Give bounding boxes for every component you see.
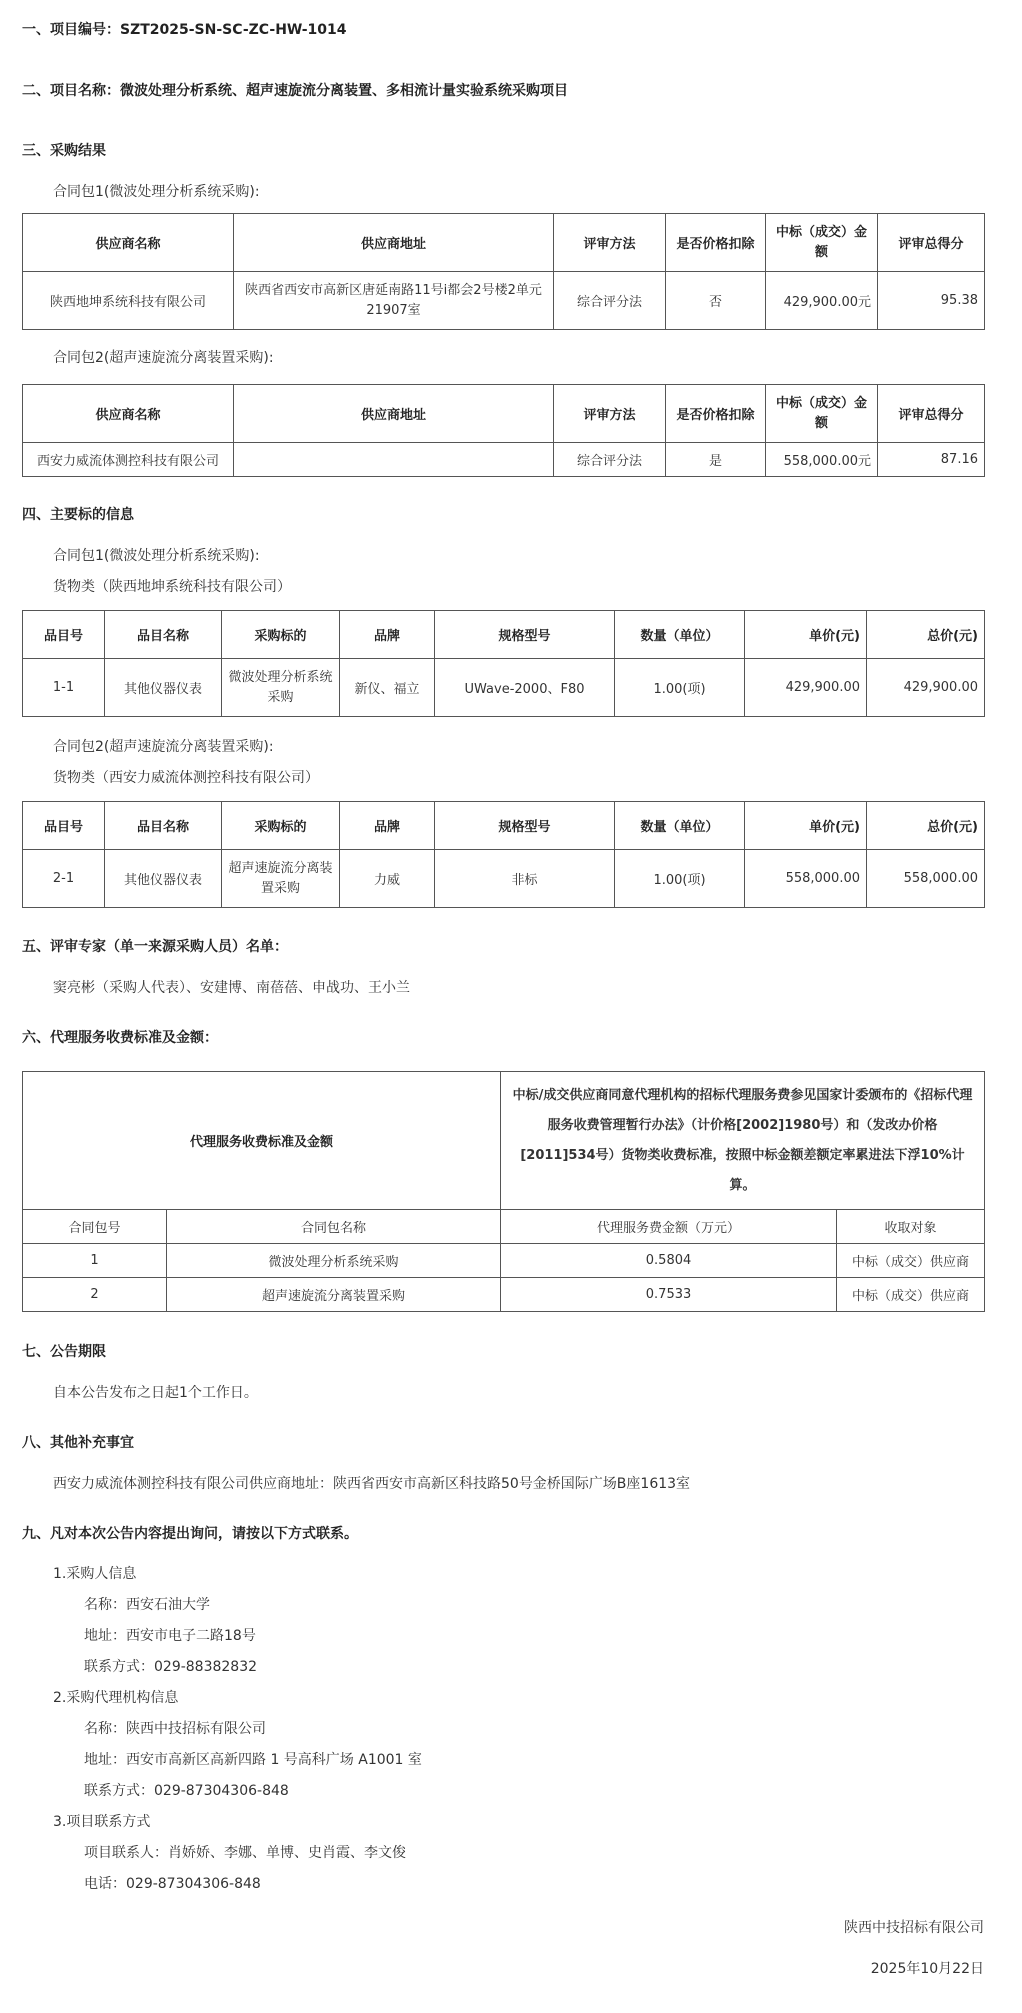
table-row (23, 443, 985, 477)
cell-supplier-address (234, 443, 554, 477)
table-header-row (23, 611, 985, 659)
cell-model: UWave-2000、F80 (435, 659, 615, 717)
header-total-score: 评审总得分 (878, 385, 985, 443)
cell-total-score: 87.16 (878, 443, 985, 477)
cell-price-deduction: 否 (666, 272, 766, 330)
cell-unit-price: 429,900.00 (745, 659, 867, 717)
section-project-number: 一、项目编号：SZT2025-SN-SC-ZC-HW-1014 (22, 22, 347, 38)
agency-phone: 联系方式：029-87304306-848 (84, 1783, 289, 1799)
section-main-subject-info: 四、主要标的信息 (22, 507, 134, 523)
table-header-row (23, 214, 985, 272)
header-collect-from: 收取对象 (837, 1210, 985, 1244)
cell-item-name: 其他仪器仪表 (105, 659, 222, 717)
fee-notice-row (23, 1072, 985, 1210)
cell-unit-price: 558,000.00 (745, 850, 867, 908)
header-price-deduction: 是否价格扣除 (666, 214, 766, 272)
purchaser-name: 名称：西安石油大学 (84, 1597, 210, 1613)
section-project-name: 二、项目名称：微波处理分析系统、超声速旋流分离装置、多相流计量实验系统采购项目 (22, 83, 568, 99)
agency-name: 名称：陕西中技招标有限公司 (84, 1721, 266, 1737)
cell-package-no: 1 (23, 1244, 167, 1278)
fee-label: 代理服务收费标准及金额 (23, 1072, 501, 1210)
header-supplier-name: 供应商名称 (23, 214, 234, 272)
header-supplier-address: 供应商地址 (234, 385, 554, 443)
cell-model: 非标 (435, 850, 615, 908)
cell-total-price: 558,000.00 (867, 850, 985, 908)
project-contacts: 项目联系人：肖娇娇、李娜、单博、史肖霞、李文俊 (84, 1845, 406, 1861)
cell-review-method: 综合评分法 (554, 443, 666, 477)
cell-package-name: 微波处理分析系统采购 (167, 1244, 501, 1278)
header-brand: 品牌 (340, 611, 435, 659)
cell-award-amount: 558,000.00元 (766, 443, 878, 477)
header-total-price: 总价(元) (867, 611, 985, 659)
table-header-row (23, 1210, 985, 1244)
table-row (23, 272, 985, 330)
cell-subject: 超声速旋流分离装置采购 (222, 850, 340, 908)
section-supplement: 八、其他补充事宜 (22, 1435, 134, 1451)
header-item-name: 品目名称 (105, 802, 222, 850)
header-award-amount: 中标（成交）金额 (766, 214, 878, 272)
signature-company: 陕西中技招标有限公司 (844, 1920, 984, 1936)
header-unit-price: 单价(元) (745, 611, 867, 659)
signature-date: 2025年10月22日 (870, 1961, 984, 1977)
supplement-text: 西安力威流体测控科技有限公司供应商地址：陕西省西安市高新区科技路50号金桥国际广场B座1613室 (53, 1476, 691, 1492)
cell-item-no: 1-1 (23, 659, 105, 717)
header-quantity: 数量（单位） (615, 802, 745, 850)
header-review-method: 评审方法 (554, 385, 666, 443)
header-fee-amount: 代理服务费金额（万元） (501, 1210, 837, 1244)
cell-quantity: 1.00(项) (615, 850, 745, 908)
cell-price-deduction: 是 (666, 443, 766, 477)
info-package1-title: 合同包1(微波处理分析系统采购): (53, 548, 260, 564)
info-package1-subtitle: 货物类（陕西地坤系统科技有限公司） (53, 579, 291, 595)
cell-supplier-address: 陕西省西安市高新区唐延南路11号i都会2号楼2单元21907室 (234, 272, 554, 330)
header-supplier-address: 供应商地址 (234, 214, 554, 272)
fee-table (22, 1071, 985, 1312)
cell-supplier-name: 陕西地坤系统科技有限公司 (23, 272, 234, 330)
cell-package-name: 超声速旋流分离装置采购 (167, 1278, 501, 1312)
section-review-experts: 五、评审专家（单一来源采购人员）名单： (22, 939, 288, 955)
cell-collect-from: 中标（成交）供应商 (837, 1244, 985, 1278)
header-package-no: 合同包号 (23, 1210, 167, 1244)
header-subject: 采购标的 (222, 802, 340, 850)
section-notice-period: 七、公告期限 (22, 1344, 106, 1360)
cell-subject: 微波处理分析系统采购 (222, 659, 340, 717)
project-phone: 电话：029-87304306-848 (84, 1876, 261, 1892)
cell-collect-from: 中标（成交）供应商 (837, 1278, 985, 1312)
cell-item-no: 2-1 (23, 850, 105, 908)
project-contact-title: 3.项目联系方式 (53, 1814, 151, 1830)
cell-total-price: 429,900.00 (867, 659, 985, 717)
section-procurement-result: 三、采购结果 (22, 143, 106, 159)
info-table-package2 (22, 801, 985, 908)
cell-brand: 力威 (340, 850, 435, 908)
table-row (23, 850, 985, 908)
header-model: 规格型号 (435, 611, 615, 659)
cell-supplier-name: 西安力威流体测控科技有限公司 (23, 443, 234, 477)
result-package2-title: 合同包2(超声速旋流分离装置采购): (53, 350, 274, 366)
cell-brand: 新仪、福立 (340, 659, 435, 717)
info-package2-title: 合同包2(超声速旋流分离装置采购): (53, 739, 274, 755)
purchaser-address: 地址：西安市电子二路18号 (84, 1628, 256, 1644)
header-subject: 采购标的 (222, 611, 340, 659)
header-supplier-name: 供应商名称 (23, 385, 234, 443)
fee-notice: 中标/成交供应商同意代理机构的招标代理服务费参见国家计委颁布的《招标代理服务收费管理暂行办法》（计价格[2002]1980号）和（发改办价格[2011]534号）货物类收费标准，按照中标金额差额定率累进法下浮10%计算。 (501, 1072, 985, 1210)
header-total-price: 总价(元) (867, 802, 985, 850)
info-package2-subtitle: 货物类（西安力威流体测控科技有限公司） (53, 770, 319, 786)
header-review-method: 评审方法 (554, 214, 666, 272)
result-table-package1 (22, 213, 985, 330)
header-brand: 品牌 (340, 802, 435, 850)
cell-package-no: 2 (23, 1278, 167, 1312)
header-award-amount: 中标（成交）金额 (766, 385, 878, 443)
header-quantity: 数量（单位） (615, 611, 745, 659)
table-row (23, 1278, 985, 1312)
cell-fee-amount: 0.5804 (501, 1244, 837, 1278)
section-agency-fee: 六、代理服务收费标准及金额： (22, 1030, 218, 1046)
section-contact: 九、凡对本次公告内容提出询问，请按以下方式联系。 (22, 1526, 358, 1542)
header-unit-price: 单价(元) (745, 802, 867, 850)
header-total-score: 评审总得分 (878, 214, 985, 272)
cell-item-name: 其他仪器仪表 (105, 850, 222, 908)
header-package-name: 合同包名称 (167, 1210, 501, 1244)
notice-period-text: 自本公告发布之日起1个工作日。 (53, 1385, 258, 1401)
result-package1-title: 合同包1(微波处理分析系统采购): (53, 184, 260, 200)
cell-total-score: 95.38 (878, 272, 985, 330)
result-table-package2 (22, 384, 985, 477)
table-header-row (23, 802, 985, 850)
purchaser-phone: 联系方式：029-88382832 (84, 1659, 258, 1675)
cell-award-amount: 429,900.00元 (766, 272, 878, 330)
experts-list: 窦亮彬（采购人代表）、安建博、南蓓蓓、申战功、王小兰 (53, 980, 410, 996)
header-model: 规格型号 (435, 802, 615, 850)
purchaser-info-title: 1.采购人信息 (53, 1566, 137, 1582)
agency-info-title: 2.采购代理机构信息 (53, 1690, 179, 1706)
agency-address: 地址：西安市高新区高新四路 1 号高科广场 A1001 室 (84, 1752, 422, 1768)
cell-review-method: 综合评分法 (554, 272, 666, 330)
table-header-row (23, 385, 985, 443)
cell-fee-amount: 0.7533 (501, 1278, 837, 1312)
info-table-package1 (22, 610, 985, 717)
header-item-no: 品目号 (23, 802, 105, 850)
header-item-name: 品目名称 (105, 611, 222, 659)
cell-quantity: 1.00(项) (615, 659, 745, 717)
header-price-deduction: 是否价格扣除 (666, 385, 766, 443)
table-row (23, 1244, 985, 1278)
header-item-no: 品目号 (23, 611, 105, 659)
table-row (23, 659, 985, 717)
